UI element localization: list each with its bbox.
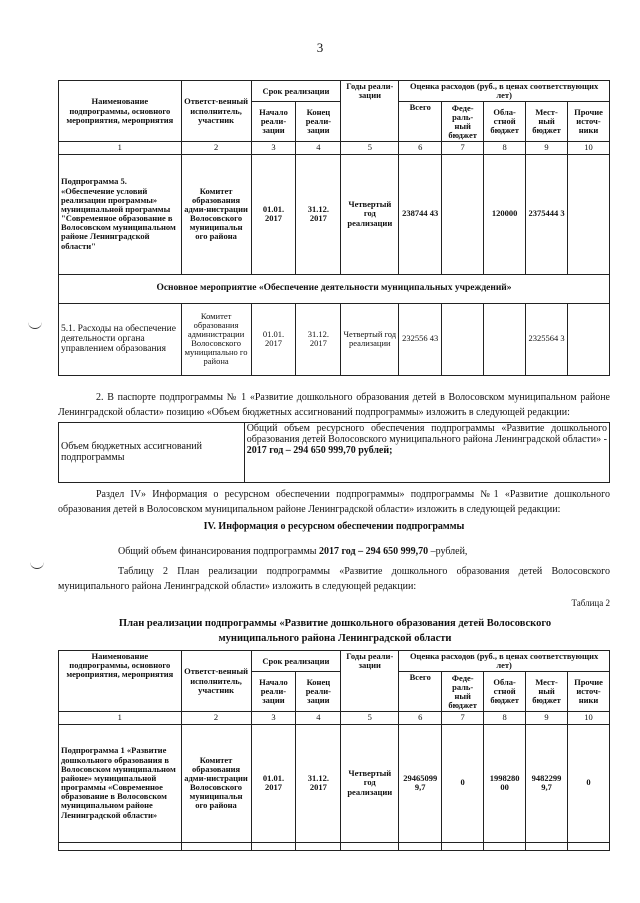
header-executor: Ответст-венный исполнитель, участник bbox=[181, 81, 251, 142]
row-total: 29465099 9,7 bbox=[399, 724, 442, 842]
col-num: 3 bbox=[251, 712, 296, 724]
row-executor: Комитет образования адми-нистрации Волосовского муниципальн ого района bbox=[181, 724, 251, 842]
header-total: Всего bbox=[399, 102, 442, 142]
row-other bbox=[568, 154, 610, 274]
row-total: 232556 43 bbox=[399, 303, 442, 375]
table-label: Таблица 2 bbox=[571, 598, 610, 608]
col-num: 1 bbox=[59, 142, 182, 154]
row-federal bbox=[442, 303, 484, 375]
header-other: Прочие источ-ники bbox=[568, 672, 610, 712]
col-num: 8 bbox=[484, 712, 526, 724]
col-num: 7 bbox=[442, 712, 484, 724]
header-federal: Феде-раль-ный бюджет bbox=[442, 672, 484, 712]
header-estimate: Оценка расходов (руб., в ценах соответствующих лет) bbox=[399, 81, 610, 102]
header-regional: Обла-стной бюджет bbox=[484, 102, 526, 142]
row-total: 238744 43 bbox=[399, 154, 442, 274]
header-end: Конец реали-зации bbox=[296, 672, 341, 712]
header-years: Годы реали-зации bbox=[341, 651, 399, 712]
margin-mark bbox=[30, 562, 44, 569]
col-num: 6 bbox=[399, 712, 442, 724]
row-start: 01.01. 2017 bbox=[251, 724, 296, 842]
row-federal: 0 bbox=[442, 724, 484, 842]
row-years: Четвертый год реализации bbox=[341, 154, 399, 274]
row-other: 0 bbox=[568, 724, 610, 842]
budget-table-subprogram-5 bbox=[58, 80, 610, 376]
col-num: 3 bbox=[251, 142, 296, 154]
header-start: Начало реали-зации bbox=[251, 102, 296, 142]
paragraph-table2: Таблицу 2 План реализации подпрограммы «Развитие дошкольного образования детей Волосовского муниципального района Ленинградской области» изложить в следующей редакции: bbox=[58, 566, 610, 592]
header-years: Годы реали-зации bbox=[341, 81, 399, 142]
paragraph-passport: 2. В паспорте подпрограммы № 1 «Развитие дошкольного образования детей в Волосовском муниципальном районе Ленинградской области» позицию «Объем бюджетных ассигнований подпрограммы» изложить в следующей редакции: bbox=[58, 392, 610, 418]
row-end: 31.12. 2017 bbox=[296, 303, 341, 375]
box-content bbox=[244, 423, 609, 483]
row-start: 01.01. 2017 bbox=[251, 154, 296, 274]
row-end: 31.12. 2017 bbox=[296, 724, 341, 842]
row-name: 5.1. Расходы на обеспечение деятельности органа управлением образования bbox=[59, 303, 182, 375]
col-num: 7 bbox=[442, 142, 484, 154]
header-end: Конец реали-зации bbox=[296, 102, 341, 142]
col-num: 1 bbox=[59, 712, 182, 724]
col-num: 2 bbox=[181, 712, 251, 724]
col-num: 5 bbox=[341, 142, 399, 154]
plan-title: План реализации подпрограммы «Развитие дошкольного образования детей Волосовского муниципального района Ленинградской области bbox=[118, 618, 552, 645]
row-regional bbox=[484, 303, 526, 375]
header-other: Прочие источ-ники bbox=[568, 102, 610, 142]
header-executor: Ответст-венный исполнитель, участник bbox=[181, 651, 251, 712]
col-num: 5 bbox=[341, 712, 399, 724]
margin-mark bbox=[28, 322, 42, 329]
box-amount: 2017 год – 294 650 999,70 рублей; bbox=[246, 444, 393, 456]
col-num: 2 bbox=[181, 142, 251, 154]
header-regional: Обла-стной бюджет bbox=[484, 672, 526, 712]
row-regional: 120000 bbox=[484, 154, 526, 274]
row-local: 2375444 3 bbox=[526, 154, 568, 274]
header-federal: Феде-раль-ный бюджет bbox=[442, 102, 484, 142]
row-start: 01.01. 2017 bbox=[251, 303, 296, 375]
header-start: Начало реали-зации bbox=[251, 672, 296, 712]
row-other bbox=[568, 303, 610, 375]
header-local: Мест-ный бюджет bbox=[526, 102, 568, 142]
col-num: 10 bbox=[568, 712, 610, 724]
section-title: IV. Информация о ресурсном обеспечении подпрограммы bbox=[203, 521, 465, 532]
row-years: Четвертый год реализации bbox=[341, 724, 399, 842]
section-row: Основное мероприятие «Обеспечение деятельности муниципальных учреждений» bbox=[59, 274, 610, 303]
row-years: Четвертый год реализации bbox=[341, 303, 399, 375]
header-term: Срок реализации bbox=[251, 81, 341, 102]
box-label: Объем бюджетных ассигнований подпрограммы bbox=[59, 423, 245, 483]
row-regional: 1998280 00 bbox=[484, 724, 526, 842]
row-name: Подпрограмма 5. «Обеспечение условий реализации программы» муниципальной программы "Современное образование в Волосовском муниципальном районе Ленинградской области" bbox=[59, 154, 182, 274]
row-end: 31.12. 2017 bbox=[296, 154, 341, 274]
col-num: 9 bbox=[526, 712, 568, 724]
col-num: 4 bbox=[296, 712, 341, 724]
col-num: 9 bbox=[526, 142, 568, 154]
paragraph-section: Раздел IV» Информация о ресурсном обеспечении подпрограммы» подпрограммы №1 «Развитие дошкольного образования детей в Волосовском муниципальном районе Ленинградской области» изложить в следующей редакции: bbox=[58, 489, 610, 515]
header-name: Наименование подпрограммы, основного мероприятия, мероприятия bbox=[59, 81, 182, 142]
funding-prefix: Общий объем финансирования подпрограммы bbox=[118, 546, 317, 557]
col-num: 8 bbox=[484, 142, 526, 154]
plan-table bbox=[58, 650, 610, 851]
budget-box bbox=[58, 422, 610, 483]
row-local: 9482299 9,7 bbox=[526, 724, 568, 842]
header-estimate: Оценка расходов (руб., в ценах соответствующих лет) bbox=[399, 651, 610, 672]
paragraph-funding bbox=[58, 545, 610, 560]
row-federal bbox=[442, 154, 484, 274]
header-term: Срок реализации bbox=[251, 651, 341, 672]
header-total: Всего bbox=[399, 672, 442, 712]
box-text: Общий объем ресурсного обеспечения подпрограммы «Развитие дошкольного образования детей Волосовского муниципального района Ленинградской области» - bbox=[246, 423, 607, 445]
funding-amount: 2017 год – 294 650 999,70 bbox=[319, 546, 429, 557]
row-executor: Комитет образования адми-нистрации Волосовского муниципальн ого района bbox=[181, 154, 251, 274]
col-num: 6 bbox=[399, 142, 442, 154]
row-local: 2325564 3 bbox=[526, 303, 568, 375]
header-local: Мест-ный бюджет bbox=[526, 672, 568, 712]
page-number: 3 bbox=[316, 40, 324, 55]
row-executor: Комитет образования администрации Волосовского муниципально го района bbox=[181, 303, 251, 375]
header-name: Наименование подпрограммы, основного мероприятия, мероприятия bbox=[59, 651, 182, 712]
funding-suffix: –рублей, bbox=[430, 546, 468, 557]
col-num: 10 bbox=[568, 142, 610, 154]
col-num: 4 bbox=[296, 142, 341, 154]
row-name: Подпрограмма 1 «Развитие дошкольного образования в Волосовском муниципальном районе» муниципальной программы «Современное образование в Волосовском муниципальном районе Ленинградской области» bbox=[59, 724, 182, 842]
